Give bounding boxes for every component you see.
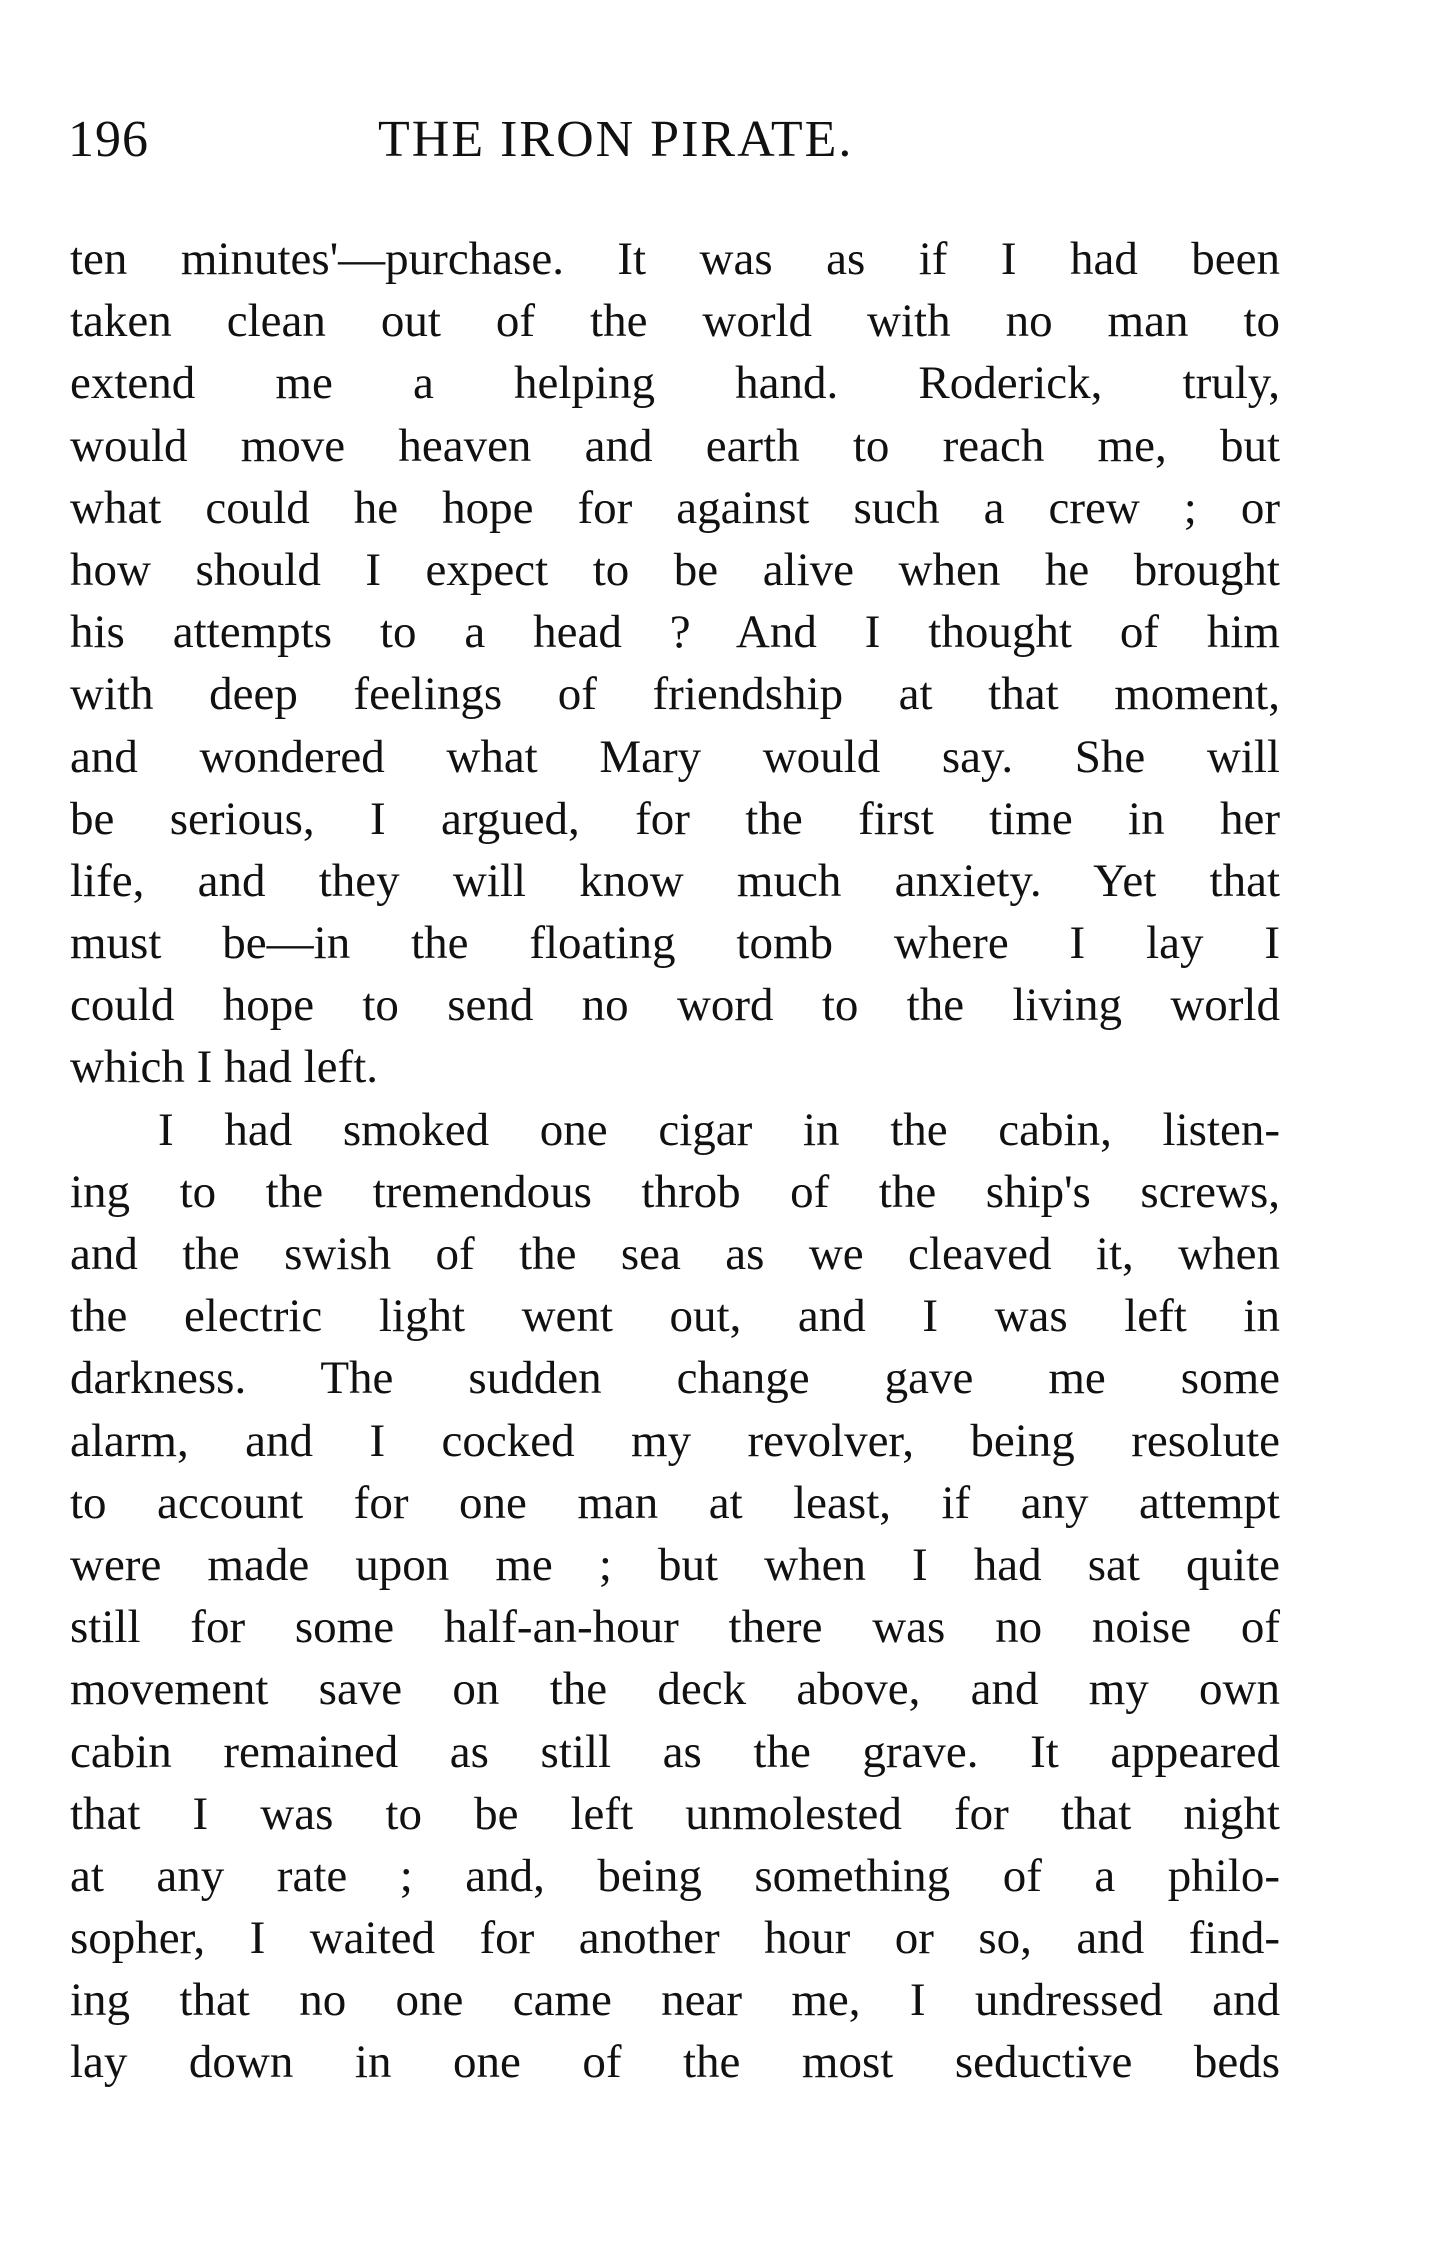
text-line: would move heaven and earth to reach me, but <box>70 419 1280 472</box>
text-line: be serious, I argued, for the first time in her <box>70 792 1280 845</box>
text-line: were made upon me ; but when I had sat quite <box>70 1538 1280 1591</box>
text-line: with deep feelings of friendship at that moment, <box>70 668 1280 721</box>
text-line: extend me a helping hand. Roderick, truly, <box>70 357 1280 410</box>
text-line: still for some half-an-hour there was no noise of <box>70 1601 1280 1654</box>
text-line: what could he hope for against such a crew ; or <box>70 481 1280 534</box>
text-line: ing that no one came near me, I undressed and <box>70 1974 1280 2027</box>
text-line: that I was to be left unmolested for that night <box>70 1787 1280 1840</box>
text-line: and wondered what Mary would say. She will <box>70 730 1280 783</box>
text-line: and the swish of the sea as we cleaved it, when <box>70 1228 1280 1280</box>
text-line: darkness. The sudden change gave me some <box>70 1352 1280 1405</box>
body-text <box>70 228 1280 2094</box>
text-line: ten minutes'—purchase. It was as if I had been <box>70 233 1280 285</box>
text-line: cabin remained as still as the grave. It appeared <box>70 1725 1280 1778</box>
text-line: life, and they will know much anxiety. Yet that <box>70 854 1280 907</box>
text-line: his attempts to a head ? And I thought of him <box>70 606 1280 659</box>
text-line: sopher, I waited for another hour or so, and find- <box>70 1912 1280 1965</box>
text-line: ing to the tremendous throb of the ship's screws, <box>70 1165 1280 1218</box>
text-line: could hope to send no word to the living world <box>70 979 1280 1032</box>
text-line: to account for one man at least, if any attempt <box>70 1476 1280 1529</box>
text-line: how should I expect to be alive when he brought <box>70 543 1280 596</box>
running-title: THE IRON PIRATE. <box>378 111 854 168</box>
page-number: 196 <box>68 111 149 168</box>
text-line: movement save on the deck above, and my own <box>70 1663 1280 1716</box>
paragraph-end-line: which I had left. <box>70 1041 379 1094</box>
running-head <box>68 105 1288 175</box>
paragraph-start-line: I had smoked one cigar in the cabin, listen- <box>158 1103 1280 1156</box>
text-line: the electric light went out, and I was left in <box>70 1290 1280 1343</box>
text-line: at any rate ; and, being something of a philo- <box>70 1849 1280 1902</box>
text-line: alarm, and I cocked my revolver, being resolute <box>70 1414 1280 1467</box>
text-line: taken clean out of the world with no man to <box>70 295 1280 348</box>
text-line: lay down in one of the most seductive beds <box>70 2036 1280 2089</box>
text-line: must be—in the floating tomb where I lay I <box>70 917 1280 970</box>
